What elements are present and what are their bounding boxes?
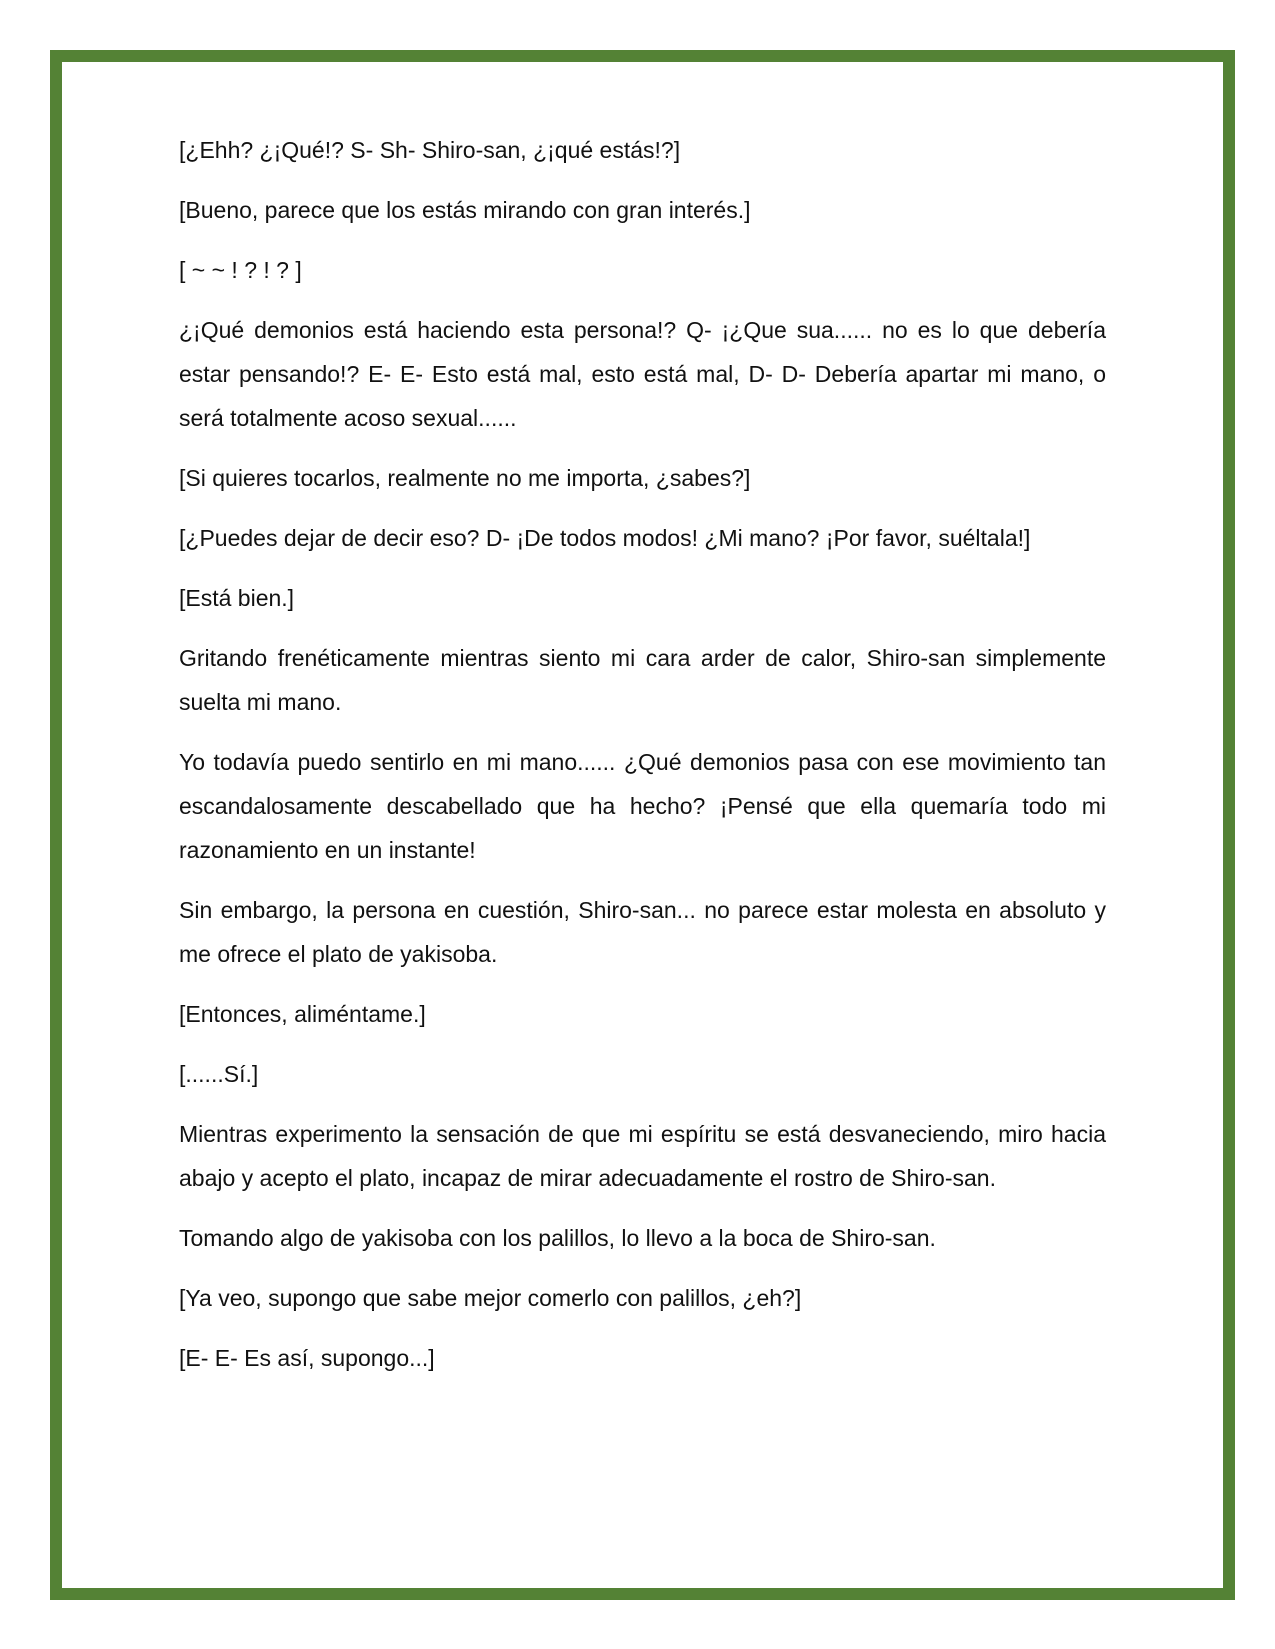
- paragraph: [¿Ehh? ¿¡Qué!? S- Sh- Shiro-san, ¿¡qué estás!?]: [179, 137, 681, 163]
- paragraph: Tomando algo de yakisoba con los palillos, lo llevo a la boca de Shiro-san.: [179, 1225, 936, 1251]
- paragraph: [Bueno, parece que los estás mirando con gran interés.]: [179, 197, 751, 223]
- paragraph: [ ~ ~ ! ? ! ? ]: [179, 257, 302, 283]
- paragraph: [......Sí.]: [179, 1061, 259, 1087]
- paragraph: Mientras experimento la sensación de que mi espíritu se está desvaneciendo, miro hacia abajo y acepto el plato, incapaz de mirar adecuadamente el rostro de Shiro-san.: [179, 1121, 1106, 1191]
- paragraph: [Ya veo, supongo que sabe mejor comerlo con palillos, ¿eh?]: [179, 1285, 802, 1311]
- paragraph: [¿Puedes dejar de decir eso? D- ¡De todos modos! ¿Mi mano? ¡Por favor, suéltala!]: [179, 525, 1031, 551]
- paragraph: [Si quieres tocarlos, realmente no me importa, ¿sabes?]: [179, 465, 751, 491]
- paragraph: Sin embargo, la persona en cuestión, Shiro-san... no parece estar molesta en absoluto y me ofrece el plato de yakisoba.: [179, 897, 1106, 967]
- page-border-frame: [50, 50, 1235, 1600]
- paragraph: [Está bien.]: [179, 585, 295, 611]
- paragraph: [Entonces, aliméntame.]: [179, 1001, 426, 1027]
- paragraph: Yo todavía puedo sentirlo en mi mano...... ¿Qué demonios pasa con ese movimiento tan escandalosamente descabellado que ha hecho? ¡Pensé que ella quemaría todo mi razonamiento en un instante!: [179, 749, 1106, 863]
- paragraph: ¿¡Qué demonios está haciendo esta persona!? Q- ¡¿Que sua...... no es lo que debería estar pensando!? E- E- Esto está mal, esto está mal, D- D- Debería apartar mi mano, o será totalmente acoso sexual......: [179, 317, 1106, 431]
- paragraph: [E- E- Es así, supongo...]: [179, 1345, 435, 1371]
- document-body: [179, 128, 1106, 1396]
- paragraph: Gritando frenéticamente mientras siento mi cara arder de calor, Shiro-san simplemente suelta mi mano.: [179, 645, 1106, 715]
